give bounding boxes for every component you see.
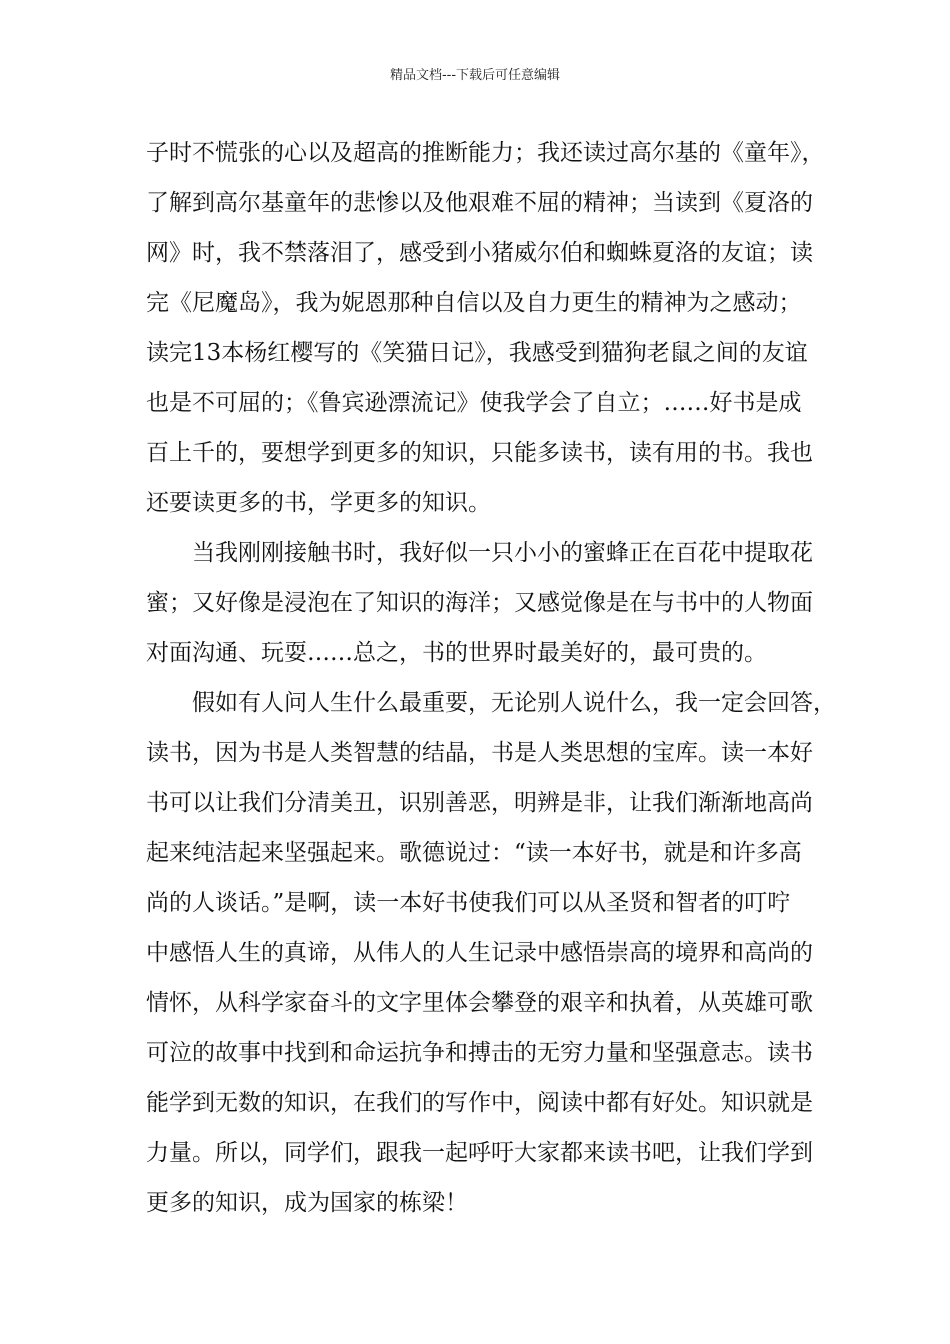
text-line: 对面沟通、玩耍……总之，书的世界时最美好的，最可贵的。 xyxy=(146,640,767,666)
text-line: 还要读更多的书，学更多的知识。 xyxy=(146,490,491,516)
text-line: 力量。所以，同学们，跟我一起呼吁大家都来读书吧，让我们学到 xyxy=(146,1140,813,1166)
text-line: 尚的人谈话。”是啊，读一本好书使我们可以从圣贤和智者的叮咛 xyxy=(146,890,791,916)
text-line: 网》时，我不禁落泪了，感受到小猪威尔伯和蜘蛛夏洛的友谊；读 xyxy=(146,240,813,266)
text-line: 起来纯洁起来坚强起来。歌德说过：“读一本好书，就是和许多高 xyxy=(146,840,802,866)
paragraph-3 xyxy=(146,678,836,1228)
text-line: 情怀，从科学家奋斗的文字里体会攀登的艰辛和执着，从英雄可歌 xyxy=(146,990,813,1016)
text-line: 当我刚刚接触书时，我好似一只小小的蜜蜂正在百花中提取花 xyxy=(192,540,813,566)
paragraph-1 xyxy=(146,128,826,528)
paragraph-2 xyxy=(146,528,826,678)
text-line: 书可以让我们分清美丑，识别善恶，明辨是非，让我们渐渐地高尚 xyxy=(146,790,813,816)
text-line: 子时不慌张的心以及超高的推断能力；我还读过高尔基的《童年》， xyxy=(146,140,825,166)
text-line: 了解到高尔基童年的悲惨以及他艰难不屈的精神；当读到《夏洛的 xyxy=(146,190,813,216)
text-line: 能学到无数的知识，在我们的写作中，阅读中都有好处。知识就是 xyxy=(146,1090,813,1116)
text-line: 假如有人问人生什么最重要，无论别人说什么，我一定会回答， xyxy=(192,690,836,716)
document-body xyxy=(146,128,836,1228)
text-line: 中感悟人生的真谛，从伟人的人生记录中感悟崇高的境界和高尚的 xyxy=(146,940,813,966)
text-line: 蜜；又好像是浸泡在了知识的海洋；又感觉像是在与书中的人物面 xyxy=(146,590,813,616)
page-header: 精品文档---下载后可任意编辑 xyxy=(389,68,561,83)
text-line: 读书，因为书是人类智慧的结晶，书是人类思想的宝库。读一本好 xyxy=(146,740,813,766)
text-line: 百上千的，要想学到更多的知识，只能多读书，读有用的书。我也 xyxy=(146,440,813,466)
text-line: 可泣的故事中找到和命运抗争和搏击的无穷力量和坚强意志。读书 xyxy=(146,1040,813,1066)
text-line: 完《尼魔岛》，我为妮恩那种自信以及自力更生的精神为之感动； xyxy=(146,290,802,316)
text-line: 更多的知识，成为国家的栋梁！ xyxy=(146,1190,468,1216)
text-line: 读完13本杨红樱写的《笑猫日记》，我感受到猫狗老鼠之间的友谊 xyxy=(146,340,808,366)
text-line: 也是不可屈的；《鲁宾逊漂流记》使我学会了自立；……好书是成 xyxy=(146,390,802,416)
